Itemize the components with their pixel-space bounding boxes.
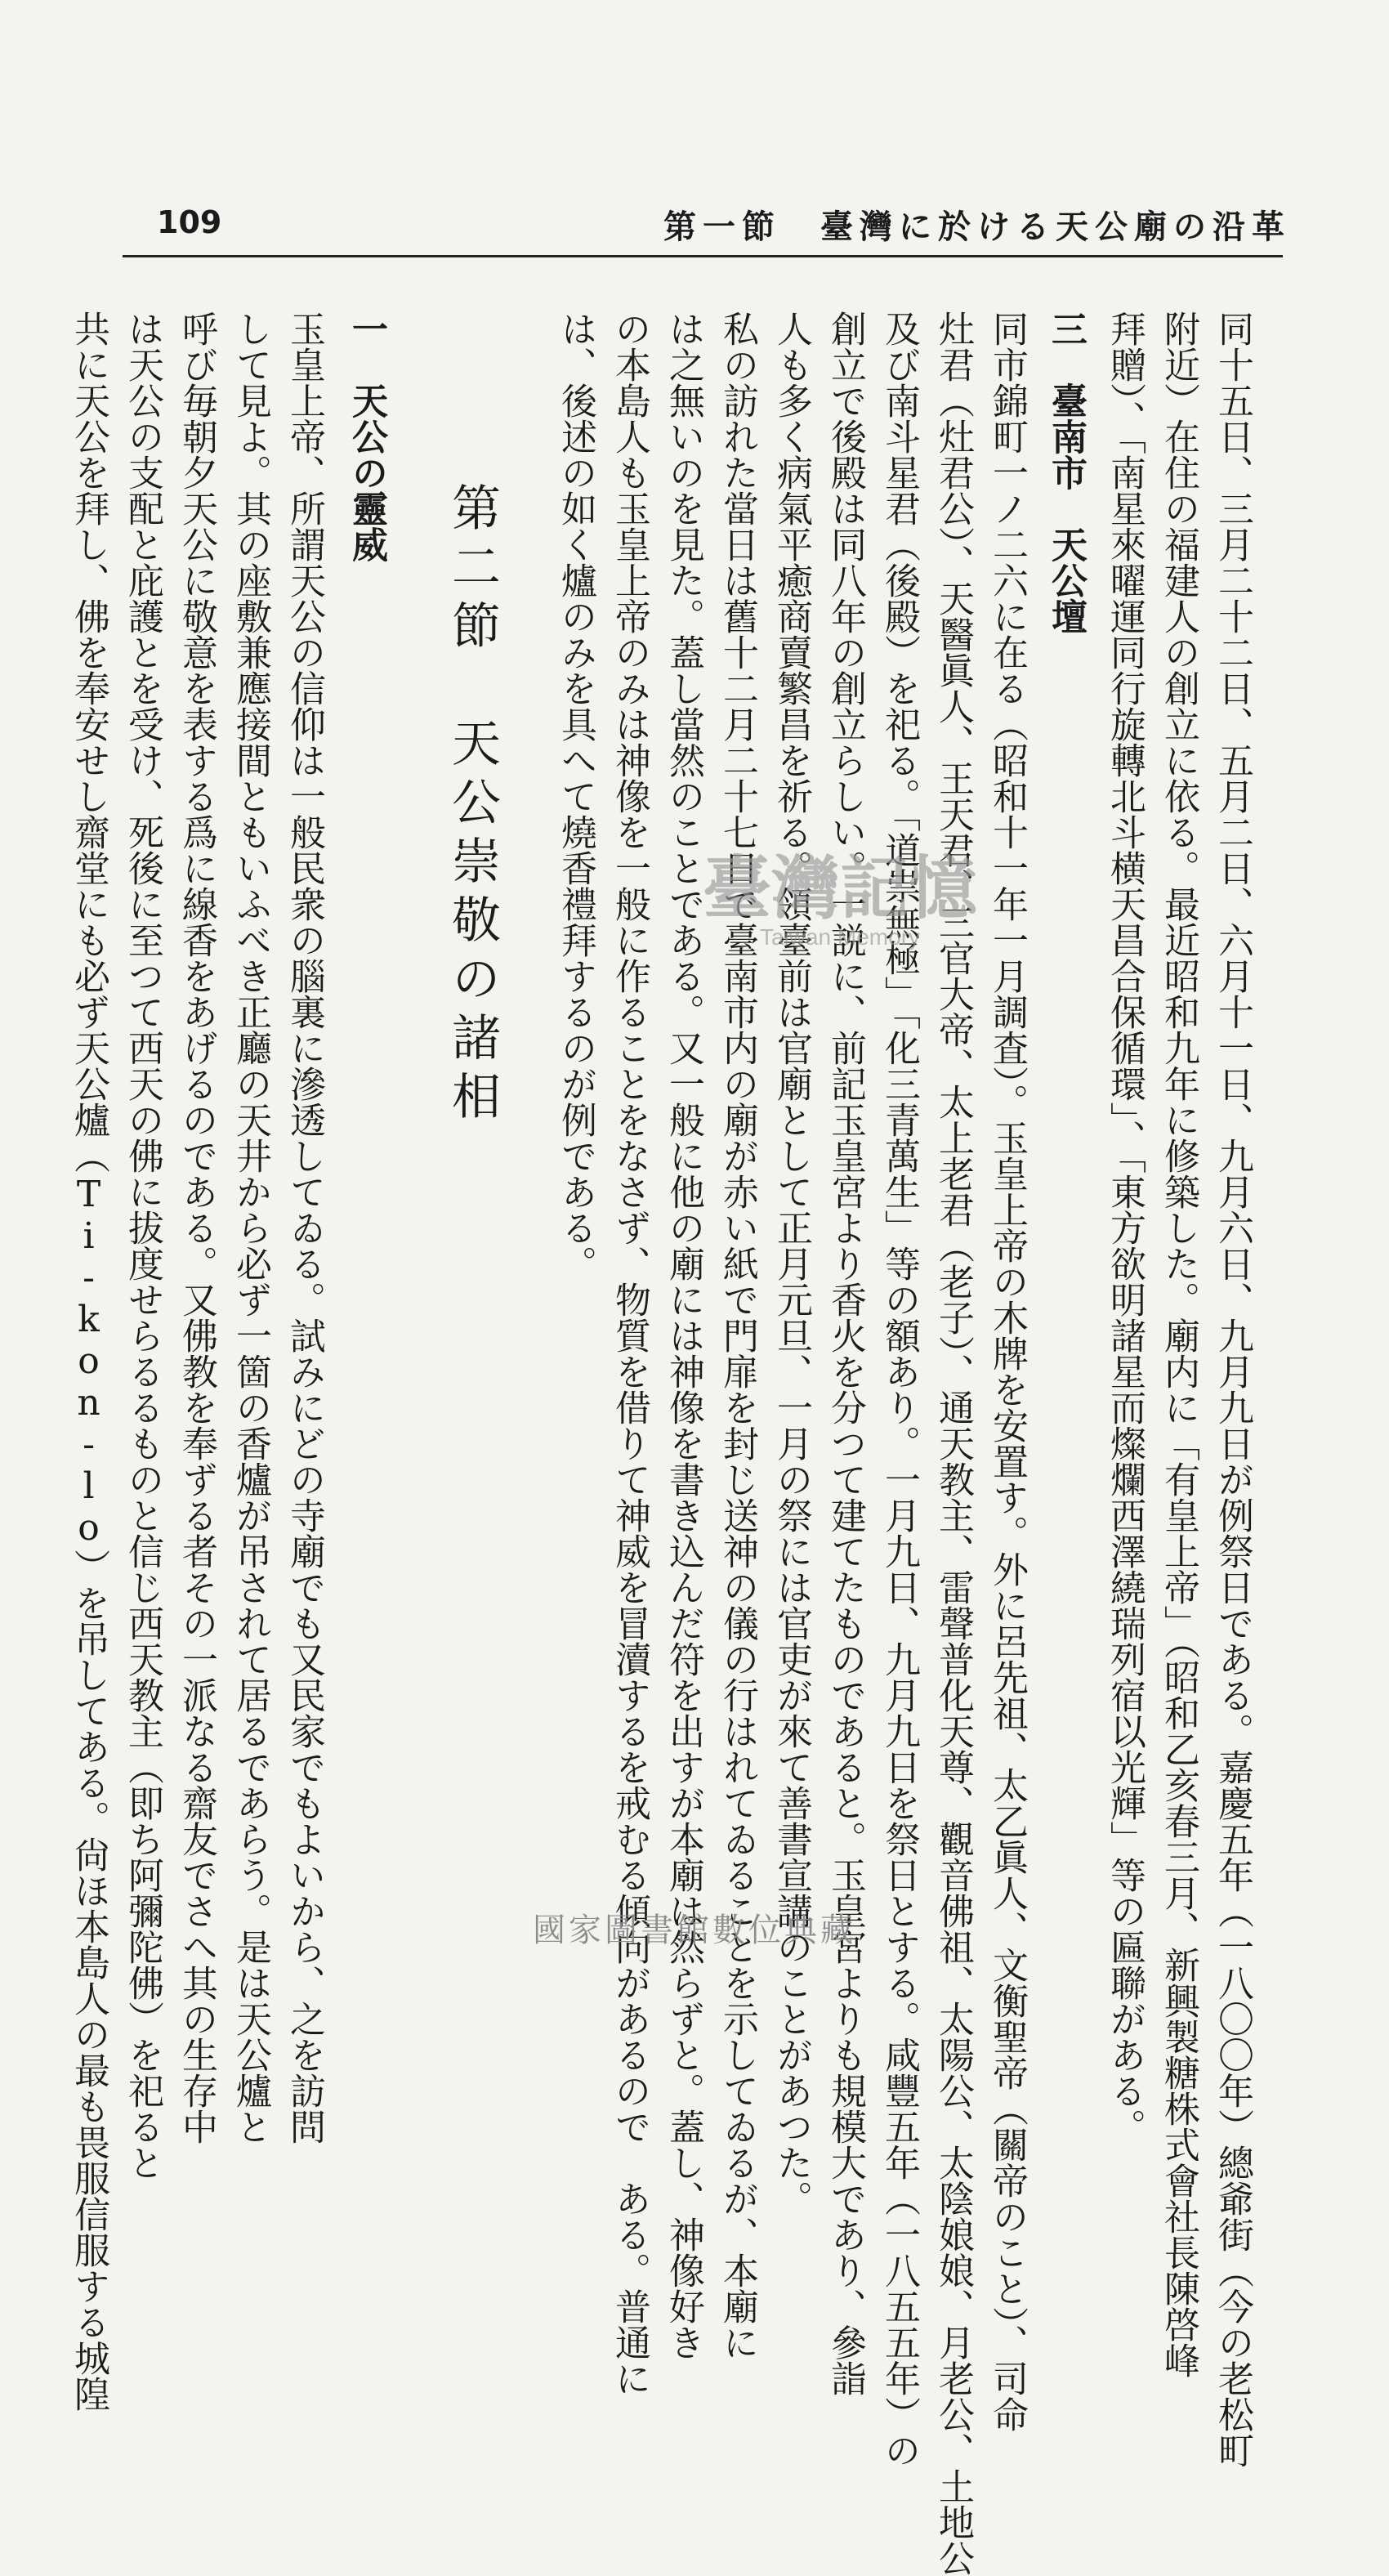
text-column: 創立で後殿は同八年の創立らしい。一説に、前記玉皇宮より香火を分つて建てたものであると。玉皇宮よりも規模大であり、參詣 bbox=[824, 311, 866, 2396]
text-column: 人も多く病氣平癒商賣繁昌を祈る。領臺前は官廟として正月元旦、一月の祭には官吏が來て善書宣講のことがあつた。 bbox=[770, 311, 812, 2216]
text-column: 私の訪れた當日は舊十二月二十七日で臺南市内の廟が赤い紙で門扉を封じ送神の儀の行はれてゐることを示してゐるが、本廟に bbox=[717, 311, 758, 2360]
text-column: は天公の支配と庇護とを受け、死後に至つて西天の佛に拔度せらるるものと信じ西天教主（即ち阿彌陀佛）を祀ると bbox=[122, 311, 163, 2180]
header-rule bbox=[123, 255, 1283, 257]
text-column: して見よ。其の座敷兼應接間ともいふべき正廳の天井から必ず一箇の香爐が吊されて居るであらう。是は天公爐と bbox=[230, 311, 271, 2144]
text-column: 灶君（灶君公）、天醫眞人、王天君、三官大帝、太上老君（老子）、通天教主、雷聲普化天尊、觀音佛祖、太陽公、太陰娘娘、月老公、土地公 bbox=[932, 311, 974, 2576]
text-column: 玉皇上帝、所謂天公の信仰は一般民衆の腦裏に滲透してゐる。試みにどの寺廟でも又民家でもよいから、之を訪問 bbox=[284, 311, 325, 2144]
text-column: 及び南斗星君（後殿）を祀る。「道祟無極」「化三青萬生」等の額あり。一月九日、九月九日を祭日とする。咸豐五年（一八五五年）の bbox=[878, 311, 920, 2468]
text-column: 共に天公を拜し、佛を奉安せし齋堂にも必ず天公爐（Ti-kon-lo）を吊してある。尙ほ本島人の最も畏服信服する城隍 bbox=[68, 311, 109, 2412]
text-column: の本島人も玉皇上帝のみは神像を一般に作ることをなさず、物質を借りて神威を冒瀆するを戒むる傾向があるので ある。普通に bbox=[609, 311, 650, 2396]
running-header: 第一節 臺灣に於ける天公廟の沿革 bbox=[663, 208, 1291, 246]
footer-stamp: 國家圖書館數位典藏 bbox=[533, 1912, 856, 1949]
subsection-heading: 三 臺南市 天公壇 bbox=[1045, 311, 1087, 634]
subsection-heading: 一 天公の靈威 bbox=[346, 311, 387, 562]
text-column: 拜贈）、「南星來曜運同行旋轉北斗横天昌合保循環」、「東方欲明諸星而燦爛西澤繞瑞列宿以光輝」等の匾聯がある。 bbox=[1104, 311, 1146, 2144]
text-column: 同十五日、三月二十二日、五月二日、六月十一日、九月六日、九月九日が例祭日である。嘉慶五年（一八〇〇年）總爺街（今の老松町 bbox=[1212, 311, 1253, 2468]
section-title: 第二節 天公崇敬の諸相 bbox=[444, 482, 501, 1129]
watermark-logo bbox=[703, 834, 977, 950]
text-column: 呼び毎朝夕天公に敬意を表する爲に線香をあげるのである。又佛教を奉ずる者その一派なる齋友でさへ其の生存中 bbox=[176, 311, 217, 2144]
text-column: は、後述の如く爐のみを具へて燒香禮拜するのが例である。 bbox=[555, 311, 596, 1281]
page-number: 109 bbox=[157, 204, 222, 240]
text-column: 附近）在住の福建人の創立に依る。最近昭和九年に修築した。廟内に「有皇上帝」（昭和乙亥春三月、新興製糖株式會社長陳啓峰 bbox=[1158, 311, 1199, 2378]
text-column: 同市錦町一ノ二六に在る（昭和十一年一月調査）。玉皇上帝の木牌を安置す。外に呂先祖、太乙眞人、文衡聖帝（關帝のこと）、司命 bbox=[986, 311, 1028, 2432]
watermark-subtitle: Taiwan Memory bbox=[759, 924, 921, 950]
text-column: は之無いのを見た。蓋し當然のことである。又一般に他の廟には神像を書き込んだ符を出すが本廟は然らずと。蓋し、神像好き bbox=[663, 311, 704, 2360]
watermark-title: 臺灣記憶 bbox=[703, 847, 978, 928]
